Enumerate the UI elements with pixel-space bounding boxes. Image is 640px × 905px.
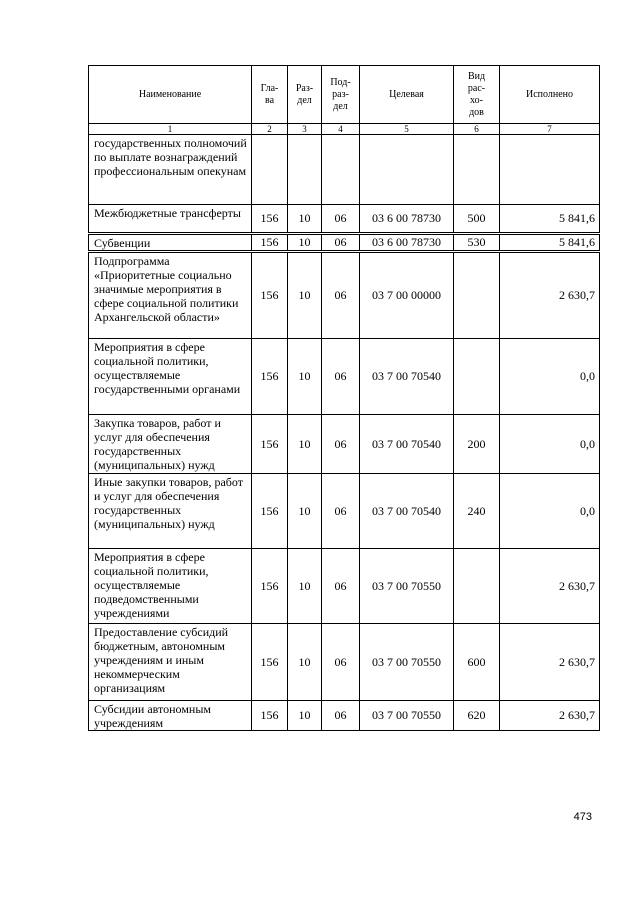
row-name: Субсидии автономным учреждениям <box>89 701 252 731</box>
row-target: 03 6 00 78730 <box>360 205 454 234</box>
row-expense-type <box>454 252 500 339</box>
row-section: 10 <box>288 701 322 731</box>
column-number: 6 <box>454 124 500 135</box>
column-number: 2 <box>252 124 288 135</box>
row-target: 03 7 00 70540 <box>360 474 454 549</box>
table-row <box>89 339 600 415</box>
row-chapter: 156 <box>252 252 288 339</box>
row-section: 10 <box>288 339 322 415</box>
row-chapter: 156 <box>252 415 288 474</box>
row-chapter: 156 <box>252 205 288 234</box>
row-expense-type <box>454 339 500 415</box>
row-name: государственных полномочий по выплате вознаграждений профессиональным опекунам <box>89 135 252 205</box>
column-number: 1 <box>89 124 252 135</box>
header-chapter: Гла- ва <box>252 66 288 124</box>
page-number: 473 <box>573 811 592 823</box>
row-section: 10 <box>288 415 322 474</box>
row-subsection: 06 <box>322 205 360 234</box>
table-row <box>89 624 600 701</box>
column-number: 7 <box>500 124 600 135</box>
row-name: Мероприятия в сфере социальной политики, осуществляемые подведомственными учреждениями <box>89 549 252 624</box>
row-subsection: 06 <box>322 234 360 252</box>
row-expense-type: 200 <box>454 415 500 474</box>
row-section: 10 <box>288 234 322 252</box>
row-name: Межбюджетные трансферты <box>89 205 252 234</box>
row-subsection: 06 <box>322 252 360 339</box>
row-executed: 0,0 <box>500 339 600 415</box>
row-section: 10 <box>288 474 322 549</box>
table-row <box>89 205 600 234</box>
table-row <box>89 474 600 549</box>
table-row <box>89 135 600 205</box>
row-expense-type: 530 <box>454 234 500 252</box>
column-number: 4 <box>322 124 360 135</box>
column-number: 5 <box>360 124 454 135</box>
row-expense-type: 240 <box>454 474 500 549</box>
row-target <box>360 135 454 205</box>
row-chapter: 156 <box>252 549 288 624</box>
row-target: 03 7 00 70550 <box>360 701 454 731</box>
table-row <box>89 234 600 252</box>
row-executed <box>500 135 600 205</box>
table-row <box>89 549 600 624</box>
row-target: 03 7 00 70550 <box>360 549 454 624</box>
row-section: 10 <box>288 549 322 624</box>
row-name: Мероприятия в сфере социальной политики, осуществляемые государственными органами <box>89 339 252 415</box>
row-expense-type: 620 <box>454 701 500 731</box>
row-subsection: 06 <box>322 474 360 549</box>
row-section: 10 <box>288 624 322 701</box>
row-executed: 0,0 <box>500 415 600 474</box>
row-executed: 2 630,7 <box>500 624 600 701</box>
row-chapter: 156 <box>252 474 288 549</box>
row-expense-type <box>454 549 500 624</box>
row-expense-type: 600 <box>454 624 500 701</box>
row-section: 10 <box>288 252 322 339</box>
row-target: 03 6 00 78730 <box>360 234 454 252</box>
row-name: Подпрограмма «Приоритетные социально значимые мероприятия в сфере социальной политики Архангельской области» <box>89 252 252 339</box>
header-section: Раз- дел <box>288 66 322 124</box>
row-subsection: 06 <box>322 415 360 474</box>
row-target: 03 7 00 70550 <box>360 624 454 701</box>
row-subsection: 06 <box>322 701 360 731</box>
row-section: 10 <box>288 205 322 234</box>
row-chapter: 156 <box>252 234 288 252</box>
row-subsection: 06 <box>322 339 360 415</box>
row-executed: 2 630,7 <box>500 252 600 339</box>
header-name: Наименование <box>89 66 252 124</box>
row-chapter: 156 <box>252 339 288 415</box>
row-name: Закупка товаров, работ и услуг для обеспечения государственных (муниципальных) нужд <box>89 415 252 474</box>
column-number: 3 <box>288 124 322 135</box>
row-executed: 0,0 <box>500 474 600 549</box>
table-row <box>89 701 600 731</box>
row-subsection: 06 <box>322 549 360 624</box>
table-row <box>89 252 600 339</box>
row-expense-type <box>454 135 500 205</box>
row-name: Субвенции <box>89 234 252 252</box>
header-subsection: Под- раз- дел <box>322 66 360 124</box>
row-subsection: 06 <box>322 624 360 701</box>
column-numbers-row <box>89 124 600 135</box>
row-chapter: 156 <box>252 701 288 731</box>
row-executed: 2 630,7 <box>500 549 600 624</box>
row-expense-type: 500 <box>454 205 500 234</box>
row-name: Предоставление субсидий бюджетным, автономным учреждениям и иным некоммерческим организациям <box>89 624 252 701</box>
row-chapter: 156 <box>252 624 288 701</box>
row-target: 03 7 00 70540 <box>360 339 454 415</box>
row-target: 03 7 00 00000 <box>360 252 454 339</box>
row-chapter <box>252 135 288 205</box>
header-executed: Исполнено <box>500 66 600 124</box>
row-subsection <box>322 135 360 205</box>
row-section <box>288 135 322 205</box>
row-executed: 5 841,6 <box>500 234 600 252</box>
header-expense-type: Вид рас- хо- дов <box>454 66 500 124</box>
header-target: Целевая <box>360 66 454 124</box>
table-row <box>89 415 600 474</box>
header-row <box>89 66 600 124</box>
row-executed: 5 841,6 <box>500 205 600 234</box>
row-executed: 2 630,7 <box>500 701 600 731</box>
budget-table <box>88 65 600 731</box>
row-target: 03 7 00 70540 <box>360 415 454 474</box>
row-name: Иные закупки товаров, работ и услуг для обеспечения государственных (муниципальных) нужд <box>89 474 252 549</box>
